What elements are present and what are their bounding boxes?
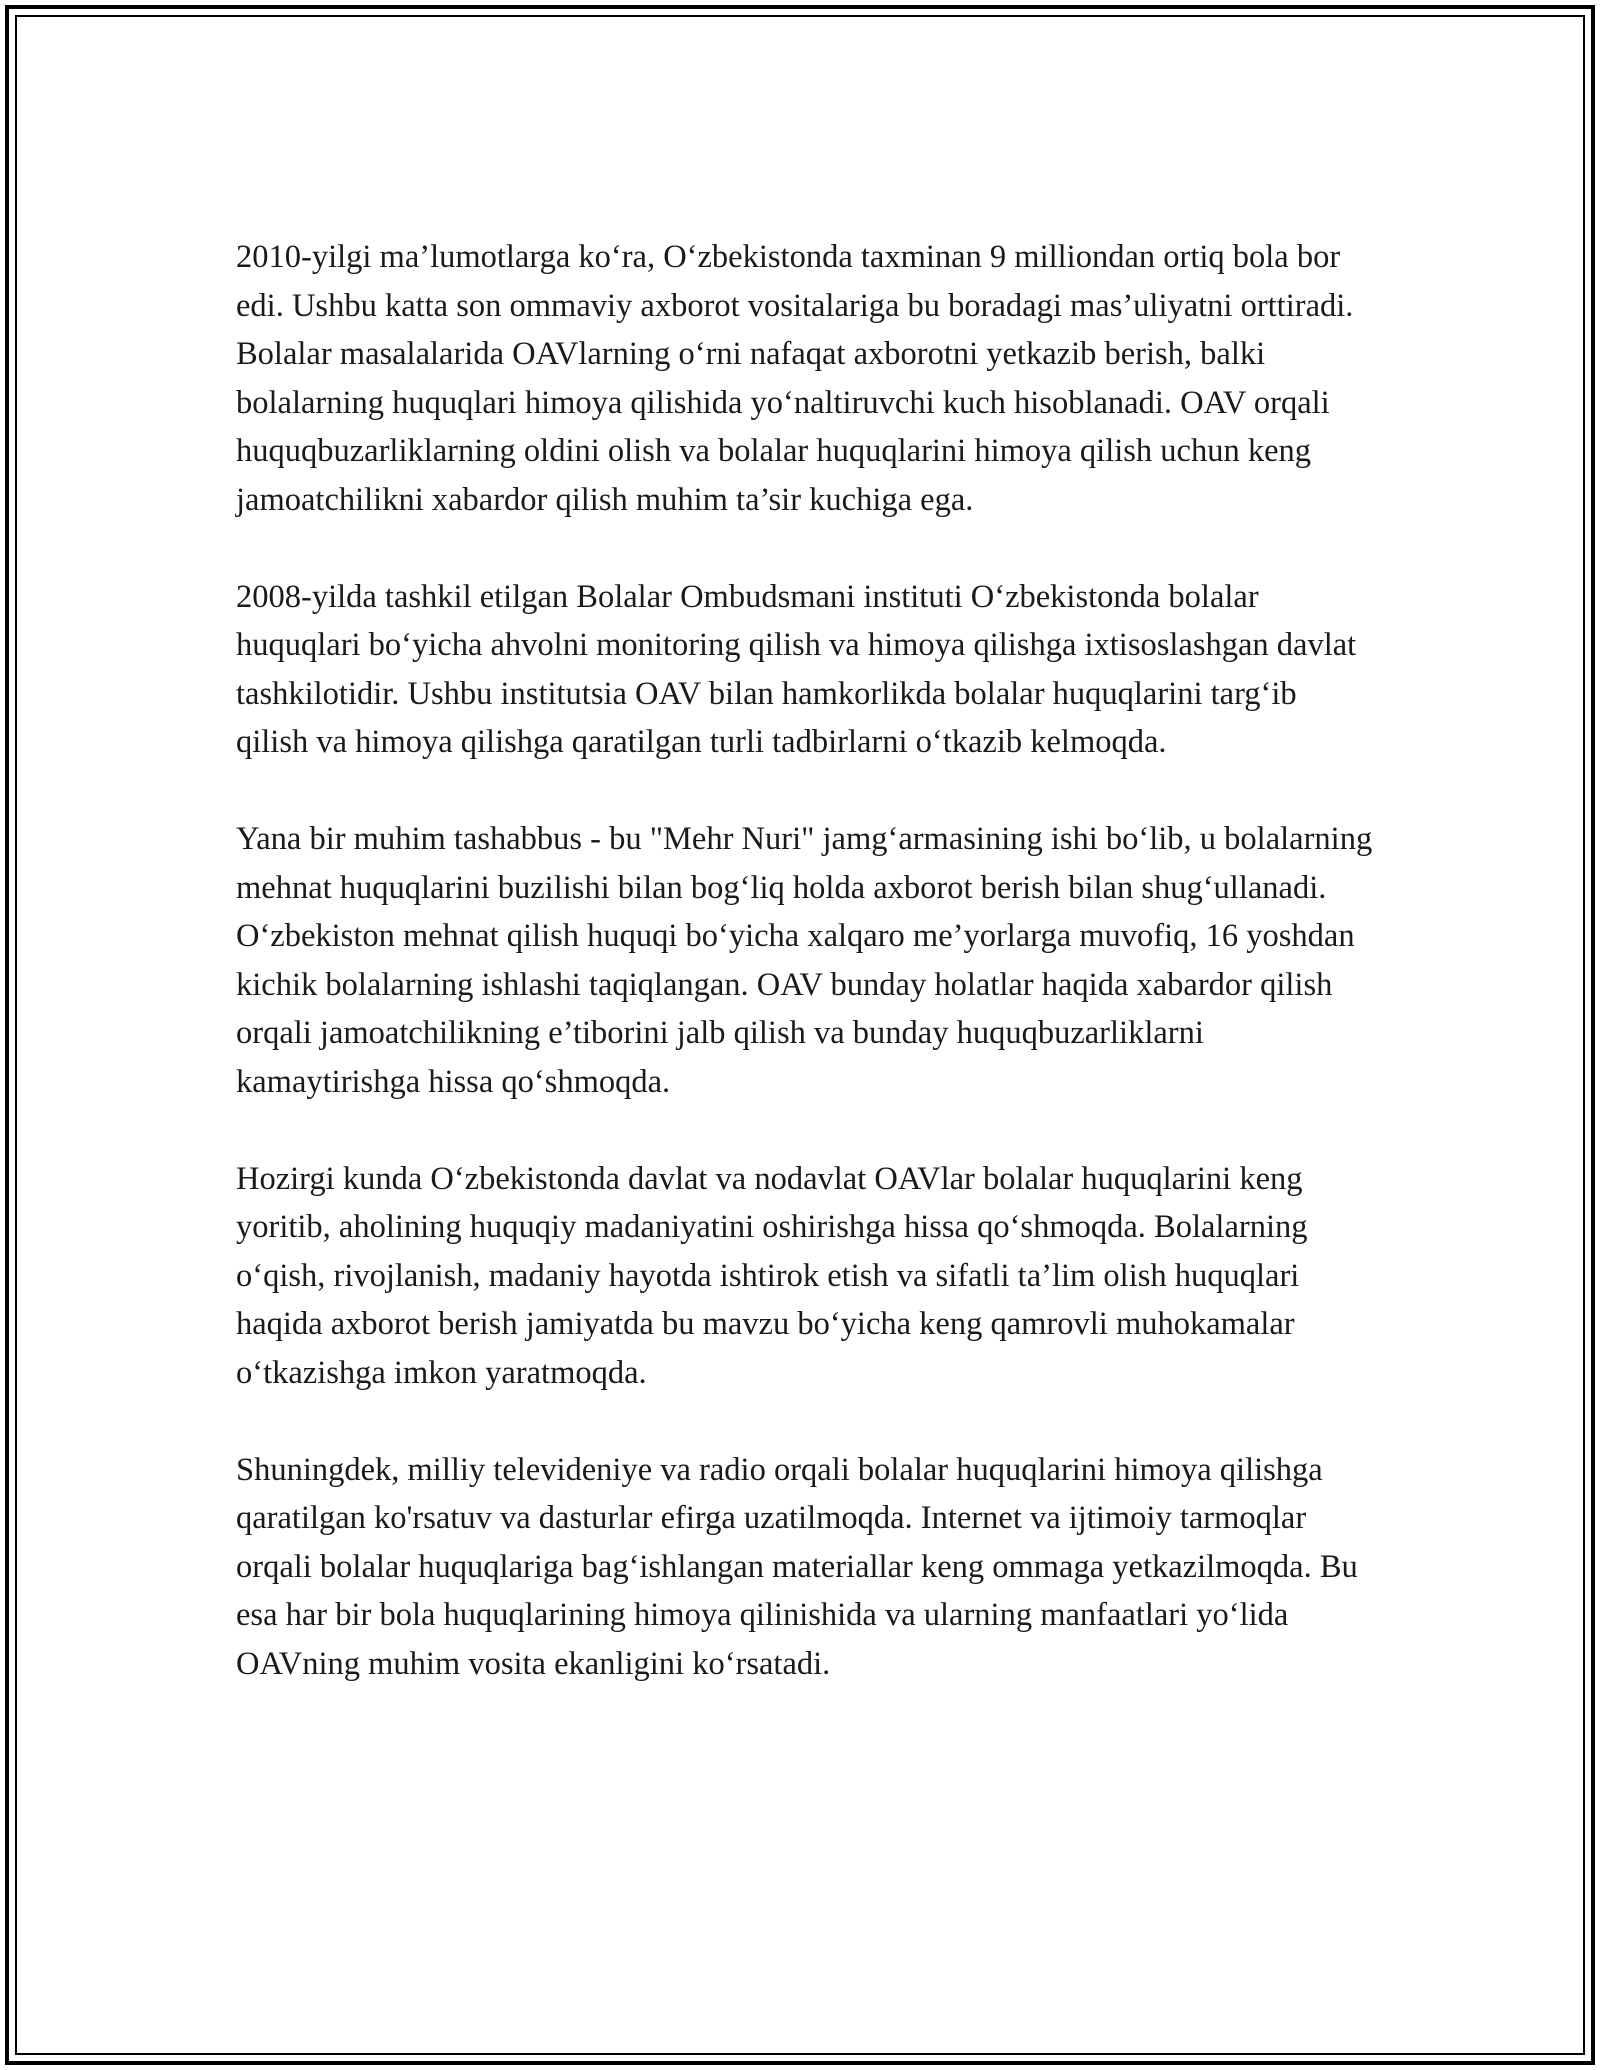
- paragraph-3: Yana bir muhim tashabbus - bu "Mehr Nuri" jamg‘armasining ishi bo‘lib, u bolalarning mehnat huquqlarini buzilishi bilan bog‘liq holda axborot berish bilan shug‘ullanadi. O‘zbekiston mehnat qilish huquqi bo‘yicha xalqaro me’yorlarga muvofiq, 16 yoshdan kichik bolalarning ishlashi taqiqlangan. OAV bunday holatlar haqida xabardor qilish orqali jamoatchilikning e’tiborini jalb qilish va bunday huquqbuzarliklarni kamaytirishga hissa qo‘shmoqda.: [236, 821, 1373, 1100]
- paragraph-5: Shuningdek, milliy televideniye va radio orqali bolalar huquqlarini himoya qilishga qaratilgan ko'rsatuv va dasturlar efirga uzatilmoqda. Internet va ijtimoiy tarmoqlar orqali bolalar huquqlariga bag‘ishlangan materiallar keng ommaga yetkazilmoqda. Bu esa har bir bola huquqlarining himoya qilinishida va ularning manfaatlari yo‘lida OAVning muhim vosita ekanligini ko‘rsatadi.: [236, 1451, 1358, 1682]
- paragraph-2: 2008-yilda tashkil etilgan Bolalar Ombudsmani instituti O‘zbekistonda bolalar huquqlari bo‘yicha ahvolni monitoring qilish va himoya qilishga ixtisoslashgan davlat tashkilotidir. Ushbu institutsia OAV bilan hamkorlikda bolalar huquqlarini targ‘ib qilish va himoya qilishga qaratilgan turli tadbirlarni o‘tkazib kelmoqda.: [236, 578, 1357, 760]
- document-body: [236, 233, 1376, 1688]
- paragraph-4: Hozirgi kunda O‘zbekistonda davlat va nodavlat OAVlar bolalar huquqlarini keng yoritib, aholining huquqiy madaniyatini oshirishga hissa qo‘shmoqda. Bolalarning o‘qish, rivojlanish, madaniy hayotda ishtirok etish va sifatli ta’lim olish huquqlari haqida axborot berish jamiyatda bu mavzu bo‘yicha keng qamrovli muhokamalar o‘tkazishga imkon yaratmoqda.: [236, 1160, 1308, 1391]
- paragraph-1: 2010-yilgi ma’lumotlarga ko‘ra, O‘zbekistonda taxminan 9 milliondan ortiq bola bor edi. Ushbu katta son ommaviy axborot vositalariga bu boradagi mas’uliyatni orttiradi. Bolalar masalalarida OAVlarning o‘rni nafaqat axborotni yetkazib berish, balki bolalarning huquqlari himoya qilishida yo‘naltiruvchi kuch hisoblanadi. OAV orqali huquqbuzarliklarning oldini olish va bolalar huquqlarini himoya qilish uchun keng jamoatchilikni xabardor qilish muhim ta’sir kuchiga ega.: [236, 239, 1354, 518]
